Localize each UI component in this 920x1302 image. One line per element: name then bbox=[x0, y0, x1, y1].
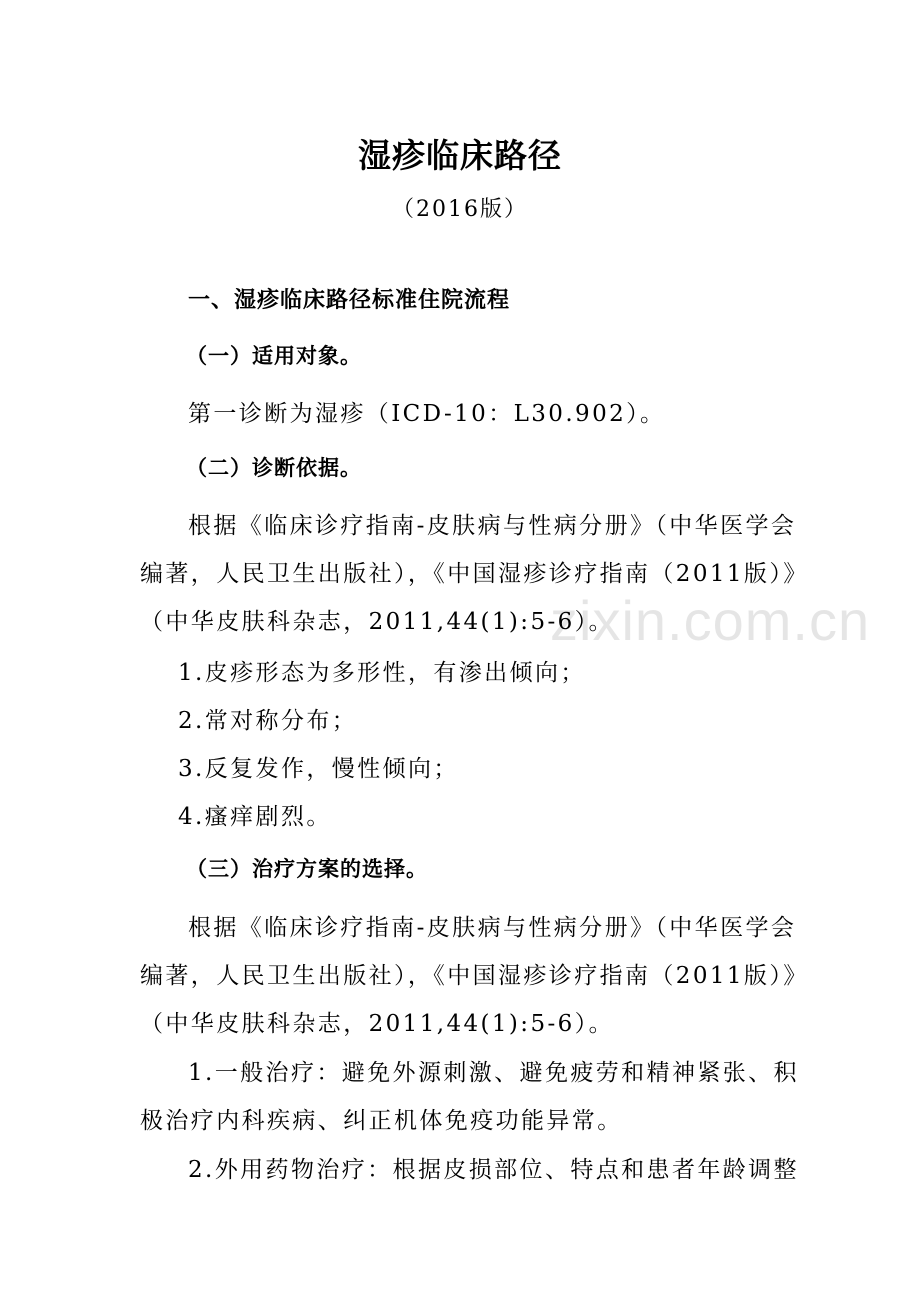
paragraph-line: （中华皮肤科杂志，2011,44(1):5-6）。 bbox=[140, 609, 614, 635]
list-item: 3.反复发作，慢性倾向； bbox=[178, 756, 459, 782]
list-item: 4.瘙痒剧烈。 bbox=[178, 804, 332, 830]
paragraph-line: 编著，人民卫生出版社），《中国湿疹诊疗指南（2011版）》 bbox=[140, 561, 809, 587]
paragraph-line: 根据《临床诊疗指南-皮肤病与性病分册》（中华医学会 bbox=[188, 513, 797, 539]
paragraph-line: 第一诊断为湿疹（ICD-10：L30.902）。 bbox=[188, 401, 666, 427]
section-heading-1: 一、湿疹临床路径标准住院流程 bbox=[188, 288, 511, 313]
subsection-heading-applicable: （一）适用对象。 bbox=[186, 344, 362, 368]
paragraph-line: 极治疗内科疾病、纠正机体免疫功能异常。 bbox=[140, 1108, 623, 1134]
paragraph-line: 根据《临床诊疗指南-皮肤病与性病分册》（中华医学会 bbox=[188, 915, 797, 941]
list-item: 2.外用药物治疗：根据皮损部位、特点和患者年龄调整 bbox=[188, 1157, 799, 1183]
paragraph-line: （中华皮肤科杂志，2011,44(1):5-6）。 bbox=[140, 1011, 614, 1037]
document-subtitle: （2016版） bbox=[392, 197, 528, 222]
document-title: 湿疹临床路径 bbox=[358, 136, 562, 175]
list-item: 1.皮疹形态为多形性，有渗出倾向； bbox=[178, 660, 586, 686]
subsection-heading-diagnosis: （二）诊断依据。 bbox=[186, 456, 362, 480]
watermark: zixin.com.cn bbox=[550, 589, 871, 652]
subsection-heading-treatment: （三）治疗方案的选择。 bbox=[186, 857, 428, 881]
list-item: 2.常对称分布； bbox=[178, 708, 358, 734]
list-item: 1.一般治疗：避免外源刺激、避免疲劳和精神紧张、积 bbox=[188, 1060, 799, 1086]
paragraph-line: 编著，人民卫生出版社），《中国湿疹诊疗指南（2011版）》 bbox=[140, 963, 809, 989]
